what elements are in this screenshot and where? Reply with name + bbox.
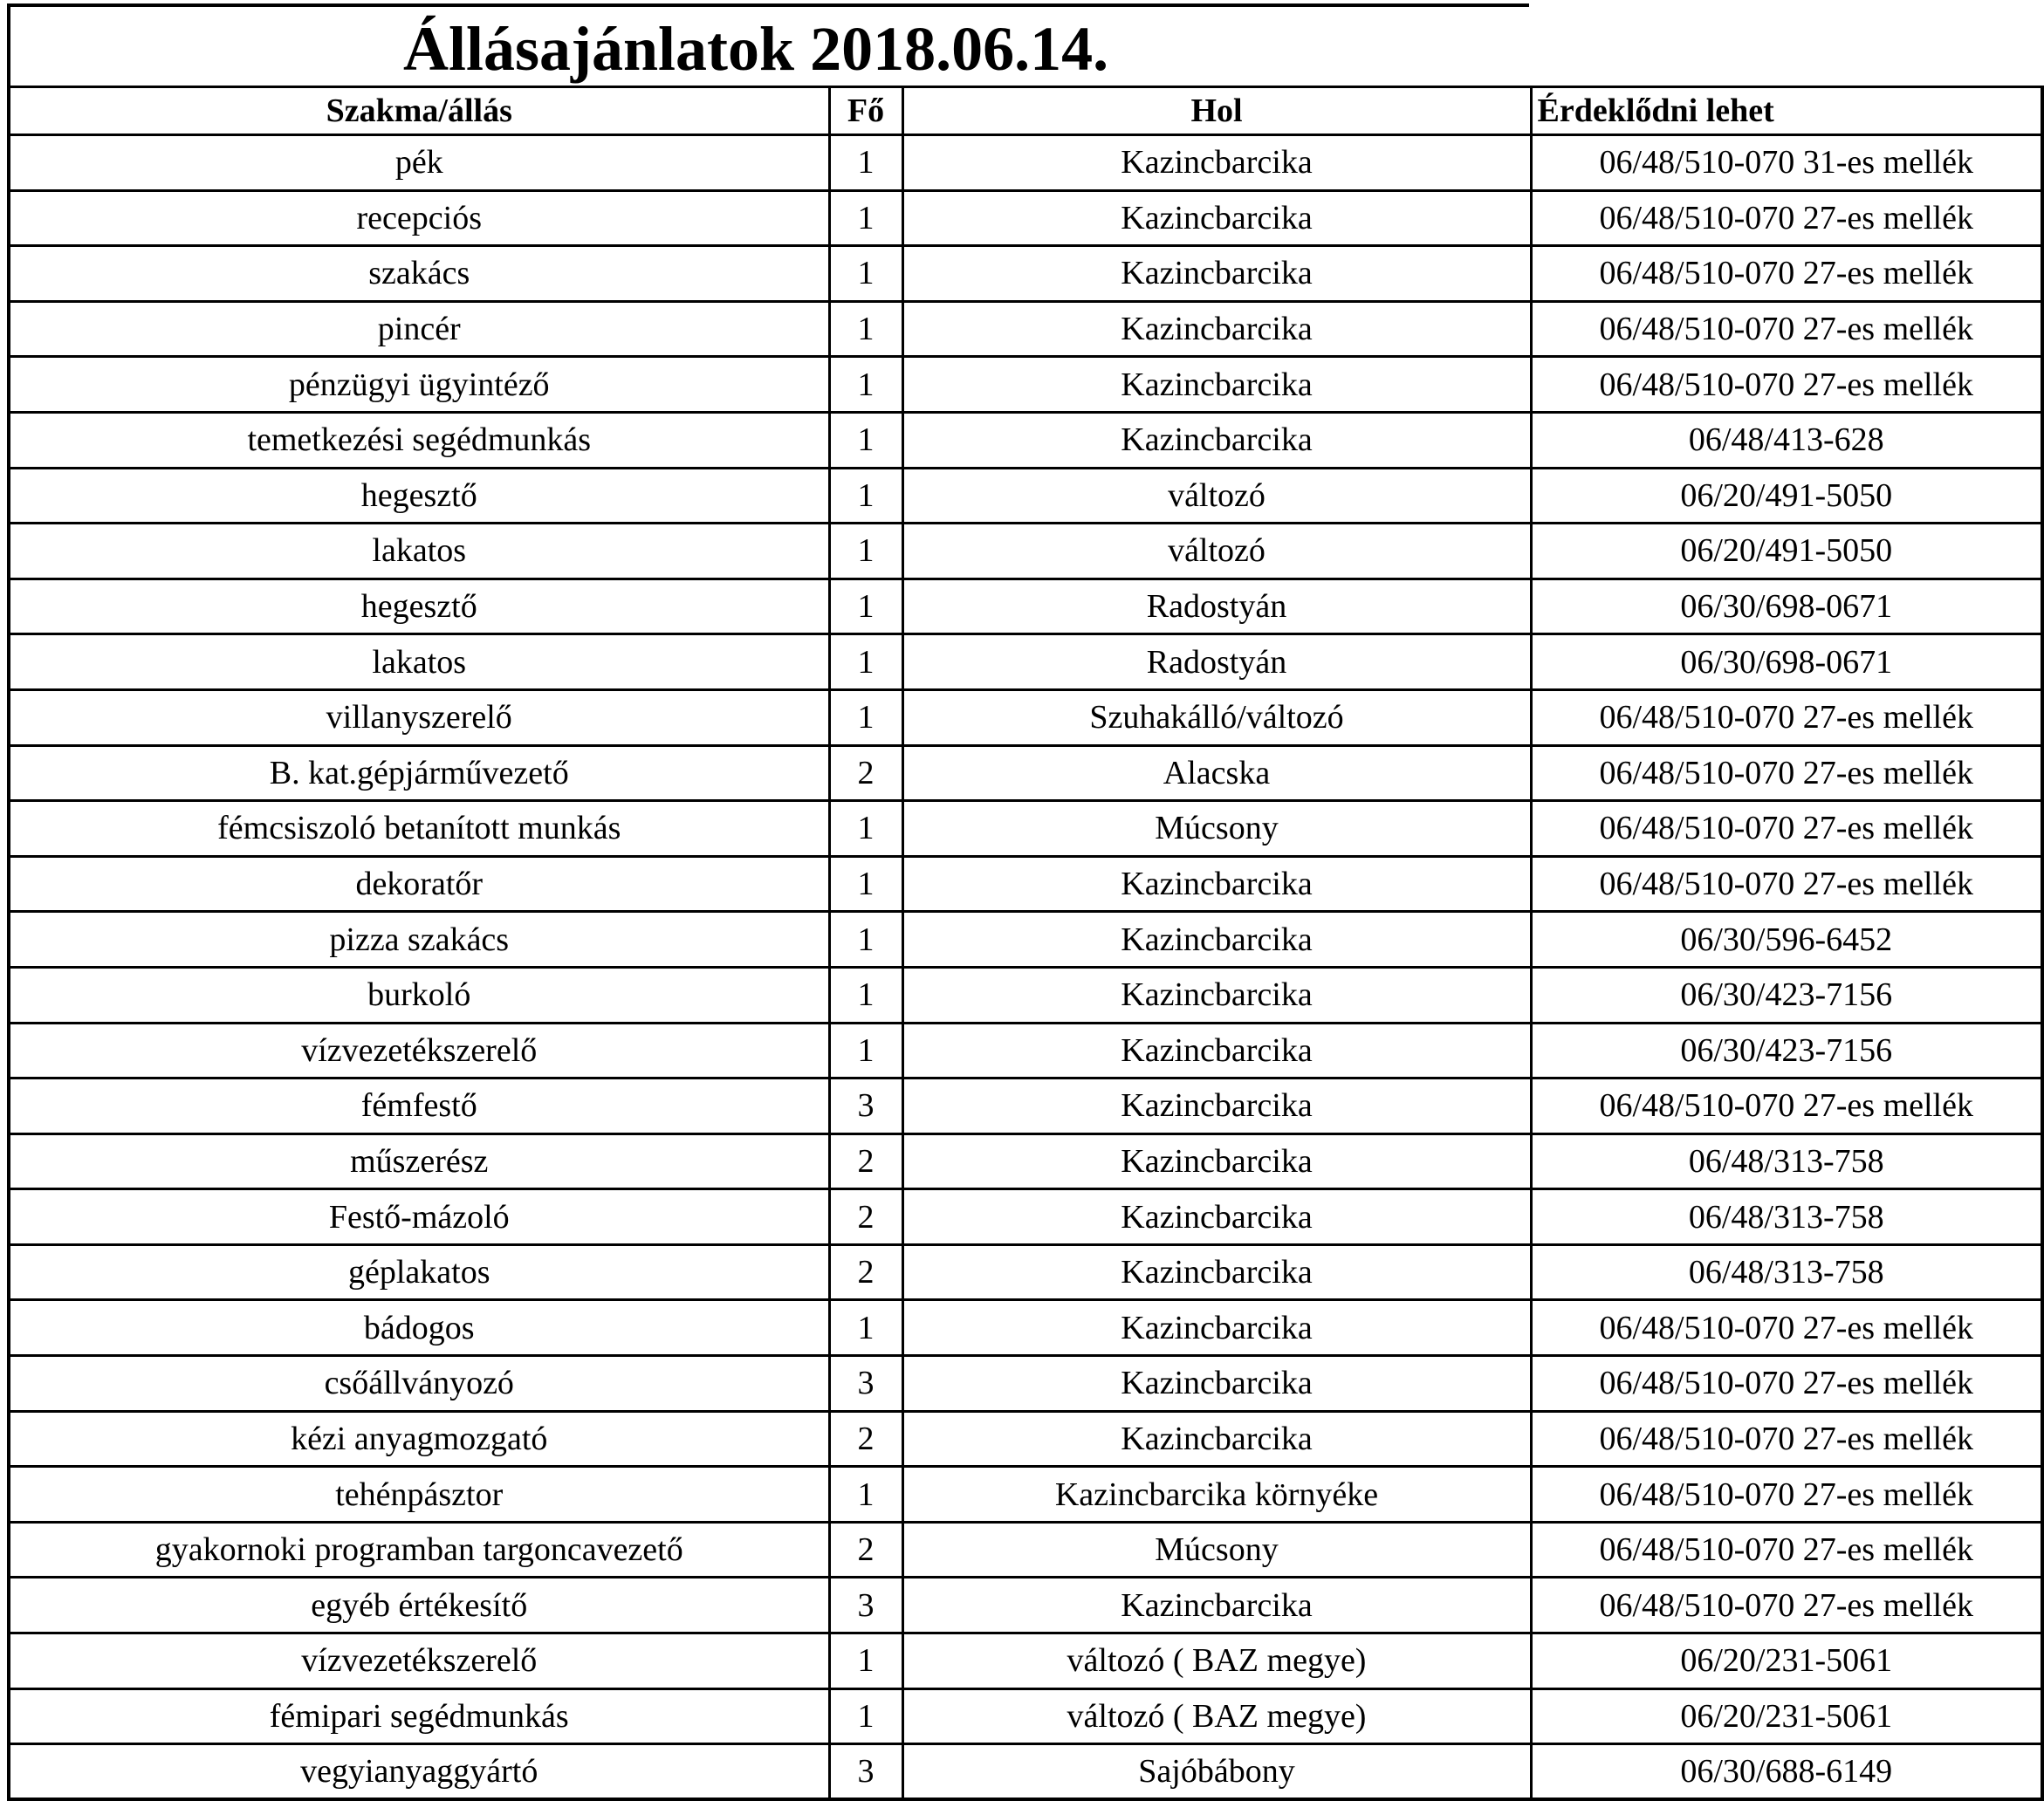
contact-cell: 06/48/510-070 27-es mellék [1531,1411,2042,1467]
location-cell: Kazincbarcika [902,1189,1531,1245]
table-row [9,246,2042,302]
job-cell: pénzügyi ügyintéző [9,357,829,413]
job-cell: gyakornoki programban targoncavezető [9,1522,829,1578]
job-cell: B. kat.gépjárművezető [9,745,829,801]
location-cell: Kazincbarcika [902,1300,1531,1356]
count-cell: 2 [829,1522,902,1578]
location-cell: Kazincbarcika [902,856,1531,912]
job-cell: lakatos [9,634,829,690]
count-cell: 3 [829,1079,902,1134]
contact-cell: 06/48/510-070 27-es mellék [1531,1578,2042,1633]
contact-cell: 06/48/510-070 27-es mellék [1531,1079,2042,1134]
count-cell: 3 [829,1744,902,1800]
column-header-job: Szakma/állás [9,87,829,135]
job-cell: temetkezési segédmunkás [9,412,829,468]
contact-cell: 06/20/231-5061 [1531,1633,2042,1689]
job-cell: egyéb értékesítő [9,1578,829,1633]
table-row [9,1522,2042,1578]
table-header-row [9,87,2042,135]
job-cell: burkoló [9,967,829,1023]
contact-cell: 06/48/510-070 27-es mellék [1531,246,2042,302]
location-cell: Kazincbarcika [902,301,1531,357]
location-cell: Radostyán [902,579,1531,634]
contact-cell: 06/48/510-070 27-es mellék [1531,1356,2042,1412]
job-cell: fémfestő [9,1079,829,1134]
contact-cell: 06/30/688-6149 [1531,1744,2042,1800]
table-row [9,579,2042,634]
count-cell: 1 [829,1467,902,1523]
count-cell: 1 [829,246,902,302]
count-cell: 3 [829,1356,902,1412]
job-cell: hegesztő [9,468,829,524]
table-row [9,1356,2042,1412]
table-row [9,1189,2042,1245]
location-cell: Kazincbarcika környéke [902,1467,1531,1523]
count-cell: 1 [829,357,902,413]
count-cell: 2 [829,1244,902,1300]
job-cell: géplakatos [9,1244,829,1300]
count-cell: 1 [829,912,902,968]
table-row [9,801,2042,857]
location-cell: Kazincbarcika [902,135,1531,191]
contact-cell: 06/20/231-5061 [1531,1688,2042,1744]
count-cell: 1 [829,967,902,1023]
page-title: Állásajánlatok 2018.06.14. [403,14,1109,84]
table-row [9,1467,2042,1523]
job-cell: hegesztő [9,579,829,634]
contact-cell: 06/48/510-070 27-es mellék [1531,745,2042,801]
count-cell: 1 [829,412,902,468]
table-row [9,301,2042,357]
job-cell: csőállványozó [9,1356,829,1412]
location-cell: változó [902,468,1531,524]
location-cell: Sajóbábony [902,1744,1531,1800]
count-cell: 1 [829,1023,902,1079]
location-cell: Kazincbarcika [902,357,1531,413]
contact-cell: 06/48/510-070 27-es mellék [1531,689,2042,745]
contact-cell: 06/48/313-758 [1531,1189,2042,1245]
location-cell: Kazincbarcika [902,1411,1531,1467]
table-row [9,1133,2042,1189]
table-row [9,1300,2042,1356]
count-cell: 1 [829,1633,902,1689]
location-cell: Kazincbarcika [902,1133,1531,1189]
job-cell: Festő-mázoló [9,1189,829,1245]
table-row [9,357,2042,413]
count-cell: 1 [829,135,902,191]
location-cell: változó ( BAZ megye) [902,1633,1531,1689]
count-cell: 2 [829,1411,902,1467]
table-row [9,634,2042,690]
job-cell: kézi anyagmozgató [9,1411,829,1467]
location-cell: Kazincbarcika [902,967,1531,1023]
job-cell: pék [9,135,829,191]
count-cell: 1 [829,468,902,524]
column-header-count: Fő [829,87,902,135]
table-row [9,524,2042,579]
job-cell: műszerész [9,1133,829,1189]
contact-cell: 06/48/510-070 27-es mellék [1531,1467,2042,1523]
count-cell: 2 [829,745,902,801]
table-row [9,1023,2042,1079]
job-cell: vízvezetékszerelő [9,1023,829,1079]
location-cell: Kazincbarcika [902,1356,1531,1412]
location-cell: Kazincbarcika [902,1023,1531,1079]
title-row [7,3,1529,86]
job-cell: fémcsiszoló betanított munkás [9,801,829,857]
job-cell: bádogos [9,1300,829,1356]
table-row [9,745,2042,801]
table-row [9,1244,2042,1300]
count-cell: 1 [829,689,902,745]
location-cell: Kazincbarcika [902,190,1531,246]
contact-cell: 06/48/510-070 27-es mellék [1531,801,2042,857]
spreadsheet-page [7,3,2041,1792]
job-cell: vízvezetékszerelő [9,1633,829,1689]
column-header-contact: Érdeklődni lehet [1531,87,2042,135]
location-cell: Kazincbarcika [902,912,1531,968]
table-row [9,856,2042,912]
count-cell: 1 [829,1300,902,1356]
count-cell: 1 [829,301,902,357]
table-row [9,468,2042,524]
job-cell: pizza szakács [9,912,829,968]
table-row [9,1578,2042,1633]
location-cell: Múcsony [902,1522,1531,1578]
contact-cell: 06/48/510-070 27-es mellék [1531,301,2042,357]
location-cell: Kazincbarcika [902,246,1531,302]
table-row [9,1079,2042,1134]
contact-cell: 06/48/510-070 27-es mellék [1531,190,2042,246]
contact-cell: 06/30/698-0671 [1531,579,2042,634]
table-row [9,967,2042,1023]
table-row [9,190,2042,246]
contact-cell: 06/30/698-0671 [1531,634,2042,690]
count-cell: 1 [829,801,902,857]
job-cell: vegyianyaggyártó [9,1744,829,1800]
location-cell: Kazincbarcika [902,412,1531,468]
table-row [9,689,2042,745]
location-cell: Szuhakálló/változó [902,689,1531,745]
table-row [9,1633,2042,1689]
count-cell: 1 [829,524,902,579]
job-cell: tehénpásztor [9,1467,829,1523]
job-cell: villanyszerelő [9,689,829,745]
job-cell: lakatos [9,524,829,579]
count-cell: 1 [829,190,902,246]
contact-cell: 06/48/313-758 [1531,1133,2042,1189]
contact-cell: 06/30/423-7156 [1531,967,2042,1023]
table-row [9,1411,2042,1467]
table-row [9,912,2042,968]
contact-cell: 06/30/596-6452 [1531,912,2042,968]
location-cell: Kazincbarcika [902,1244,1531,1300]
job-cell: dekoratőr [9,856,829,912]
contact-cell: 06/48/510-070 31-es mellék [1531,135,2042,191]
location-cell: Kazincbarcika [902,1079,1531,1134]
column-header-location: Hol [902,87,1531,135]
count-cell: 2 [829,1189,902,1245]
job-cell: szakács [9,246,829,302]
job-cell: fémipari segédmunkás [9,1688,829,1744]
location-cell: változó [902,524,1531,579]
table-row [9,135,2042,191]
contact-cell: 06/48/313-758 [1531,1244,2042,1300]
contact-cell: 06/48/413-628 [1531,412,2042,468]
job-listings-table [7,86,2044,1801]
count-cell: 1 [829,1688,902,1744]
contact-cell: 06/20/491-5050 [1531,468,2042,524]
location-cell: változó ( BAZ megye) [902,1688,1531,1744]
contact-cell: 06/48/510-070 27-es mellék [1531,1522,2042,1578]
job-rows [9,135,2042,1800]
location-cell: Radostyán [902,634,1531,690]
table-row [9,1744,2042,1800]
count-cell: 1 [829,579,902,634]
contact-cell: 06/30/423-7156 [1531,1023,2042,1079]
location-cell: Múcsony [902,801,1531,857]
location-cell: Alacska [902,745,1531,801]
contact-cell: 06/48/510-070 27-es mellék [1531,357,2042,413]
contact-cell: 06/20/491-5050 [1531,524,2042,579]
table-row [9,412,2042,468]
contact-cell: 06/48/510-070 27-es mellék [1531,1300,2042,1356]
count-cell: 2 [829,1133,902,1189]
count-cell: 1 [829,634,902,690]
table-row [9,1688,2042,1744]
job-cell: recepciós [9,190,829,246]
location-cell: Kazincbarcika [902,1578,1531,1633]
contact-cell: 06/48/510-070 27-es mellék [1531,856,2042,912]
count-cell: 1 [829,856,902,912]
count-cell: 3 [829,1578,902,1633]
job-cell: pincér [9,301,829,357]
